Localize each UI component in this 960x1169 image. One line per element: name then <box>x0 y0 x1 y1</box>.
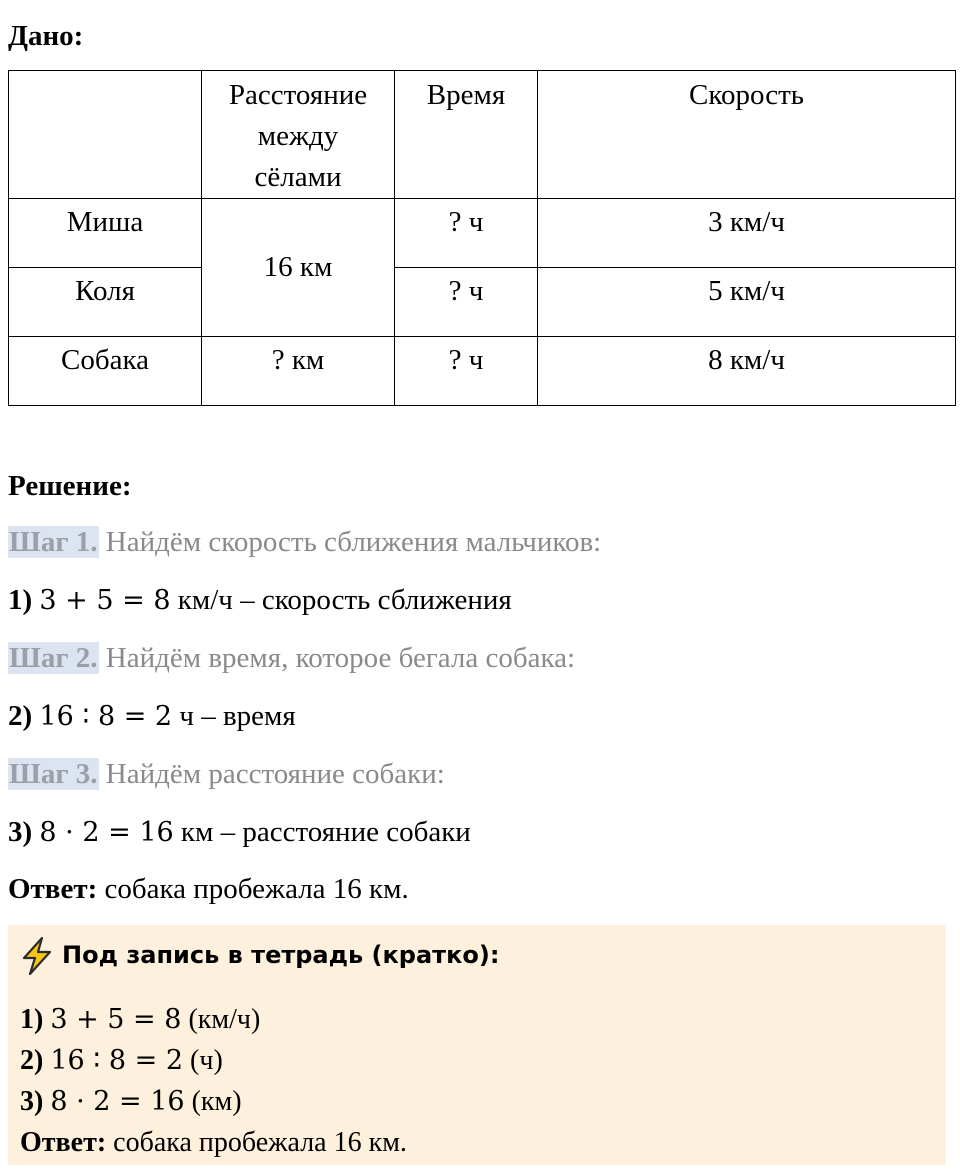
note-line-3 <box>20 1084 242 1120</box>
action-number: 1) <box>8 584 33 616</box>
note-number: 1) <box>20 1004 44 1035</box>
header-speed: Скорость <box>538 71 956 199</box>
row-name: Собака <box>9 337 202 406</box>
note-title-text: Под запись в тетрадь (кратко): <box>62 941 500 969</box>
note-unit: (км/ч) <box>188 1004 261 1035</box>
note-title <box>18 935 499 976</box>
step-2 <box>8 640 575 676</box>
action-number: 2) <box>8 700 33 732</box>
step-label: Шаг 2. <box>9 642 98 674</box>
step-label: Шаг 3. <box>9 758 98 790</box>
given-heading: Дано: <box>8 20 84 52</box>
note-expression: 8 · 2 = 16 <box>50 1086 185 1117</box>
shared-distance-cell: 16 км <box>202 199 395 337</box>
action-expression: 16 ∶ 8 = 2 <box>39 701 173 732</box>
step-text: Найдём скорость сближения мальчиков: <box>105 526 602 558</box>
step-1 <box>8 524 601 560</box>
header-distance-line: между <box>257 120 339 152</box>
header-distance-line: сёлами <box>254 161 342 193</box>
row-distance: ? км <box>202 337 395 406</box>
row-name: Миша <box>9 199 202 268</box>
row-speed: 3 км/ч <box>538 199 956 268</box>
action-description: км – расстояние собаки <box>180 816 471 848</box>
action-1 <box>8 582 512 619</box>
header-distance <box>202 71 395 199</box>
step-3 <box>8 756 445 792</box>
note-line-2 <box>20 1043 223 1079</box>
note-answer-text: собака пробежала 16 км. <box>113 1127 407 1158</box>
action-description: км/ч – скорость сближения <box>177 584 512 616</box>
note-unit: (ч) <box>190 1045 223 1076</box>
note-line-1 <box>20 1002 260 1038</box>
note-number: 2) <box>20 1045 44 1076</box>
note-unit: (км) <box>191 1086 242 1117</box>
answer-text: собака пробежала 16 км. <box>104 873 409 905</box>
row-speed: 5 км/ч <box>538 268 956 337</box>
row-time: ? ч <box>395 268 538 337</box>
action-description: ч – время <box>179 700 296 732</box>
row-name: Коля <box>9 268 202 337</box>
answer <box>8 871 409 907</box>
solution-heading: Решение: <box>8 470 132 502</box>
step-text: Найдём расстояние собаки: <box>105 758 445 790</box>
action-number: 3) <box>8 816 33 848</box>
header-distance-line: Расстояние <box>228 79 368 111</box>
note-number: 3) <box>20 1086 44 1117</box>
note-answer-label: Ответ: <box>20 1127 107 1158</box>
note-expression: 3 + 5 = 8 <box>50 1004 182 1035</box>
note-expression: 16 ∶ 8 = 2 <box>50 1045 184 1076</box>
action-3 <box>8 814 471 851</box>
note-answer <box>20 1125 407 1161</box>
row-time: ? ч <box>395 199 538 268</box>
step-label: Шаг 1. <box>9 526 98 558</box>
lightning-icon <box>18 936 56 976</box>
given-table <box>8 70 956 406</box>
action-expression: 8 · 2 = 16 <box>39 817 174 848</box>
header-time: Время <box>395 71 538 199</box>
action-expression: 3 + 5 = 8 <box>39 585 171 616</box>
row-speed: 8 км/ч <box>538 337 956 406</box>
action-2 <box>8 698 296 735</box>
row-time: ? ч <box>395 337 538 406</box>
header-empty <box>9 71 202 199</box>
step-text: Найдём время, которое бегала собака: <box>105 642 576 674</box>
notebook-summary-box <box>8 925 946 1165</box>
answer-label: Ответ: <box>8 873 98 905</box>
